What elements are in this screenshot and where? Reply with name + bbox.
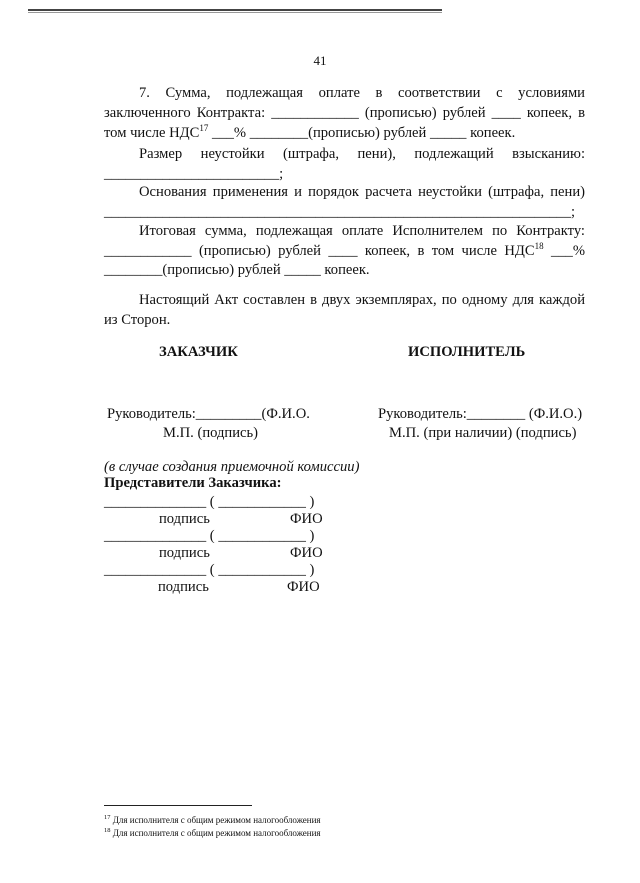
act-statement-line2: из Сторон. [104,312,171,328]
total-line2-post: ___% [543,243,585,259]
contractor-head-line: Руководитель:________ (Ф.И.О.) [378,406,583,422]
footnote-18 [104,825,321,839]
contractor-stamp-line: М.П. (при наличии) (подпись) [389,425,577,441]
customer-head-line: Руководитель:_________(Ф.И.О. [107,406,310,422]
footnote-ref-18: 18 [534,241,544,252]
penalty-basis-line1: Основания применения и порядок расчета неустойки (штрафа, пени) [139,184,585,200]
contractor-heading: ИСПОЛНИТЕЛЬ [408,344,526,360]
page-number: 41 [313,53,327,68]
signature-line-1: ______________ ( ____________ ) [104,494,315,510]
signature-line-2: ______________ ( ____________ ) [104,528,315,544]
top-rule [28,9,442,11]
commission-title: Представители Заказчика: [104,475,282,491]
total-line2 [104,242,585,261]
footnote-18-text: Для исполнителя с общим режимом налогообложения [110,828,321,838]
total-line2-pre: ____________ (прописью) рублей ____ копеек, в том числе НДС [104,243,535,259]
signature-line-3: ______________ ( ____________ ) [104,562,315,578]
item7-line3-post: ___% ________(прописью) рублей _____ копеек. [208,125,516,141]
footnote-17-text: Для исполнителя с общим режимом налогообложения [110,815,321,825]
footnote-ref-17: 17 [199,123,209,134]
item7-line2: заключенного Контракта: ____________ (прописью) рублей ____ копеек, в [104,105,585,121]
top-rule-shadow [28,12,442,13]
footnote-rule [104,805,252,806]
act-statement-line1: Настоящий Акт составлен в двух экземплярах, по одному для каждой [139,292,585,308]
footnote-17-mark: 17 [104,814,111,821]
penalty-size-line2: ________________________; [104,166,284,182]
signature-label-1: подпись [159,511,210,527]
signature-label-3: подпись [158,579,209,595]
total-line1: Итоговая сумма, подлежащая оплате Исполнителем по Контракту: [139,223,585,239]
penalty-basis-line2: ________________________________________________________________; [104,204,576,220]
item7-line3 [104,124,585,143]
name-label-2: ФИО [290,545,323,561]
customer-stamp-line: М.П. (подпись) [163,425,259,441]
name-label-1: ФИО [290,511,323,527]
customer-heading: ЗАКАЗЧИК [159,344,238,360]
footnote-17 [104,812,321,826]
item7-line1: 7. Сумма, подлежащая оплате в соответствии с условиями [139,85,585,101]
penalty-size-line1: Размер неустойки (штрафа, пени), подлежащий взысканию: [139,146,585,162]
total-line3: ________(прописью) рублей _____ копеек. [104,262,370,278]
commission-note: (в случае создания приемочной комиссии) [104,459,360,475]
signature-label-2: подпись [159,545,210,561]
name-label-3: ФИО [287,579,320,595]
footnote-18-mark: 18 [104,827,111,834]
item7-line3-pre: том числе НДС [104,125,200,141]
